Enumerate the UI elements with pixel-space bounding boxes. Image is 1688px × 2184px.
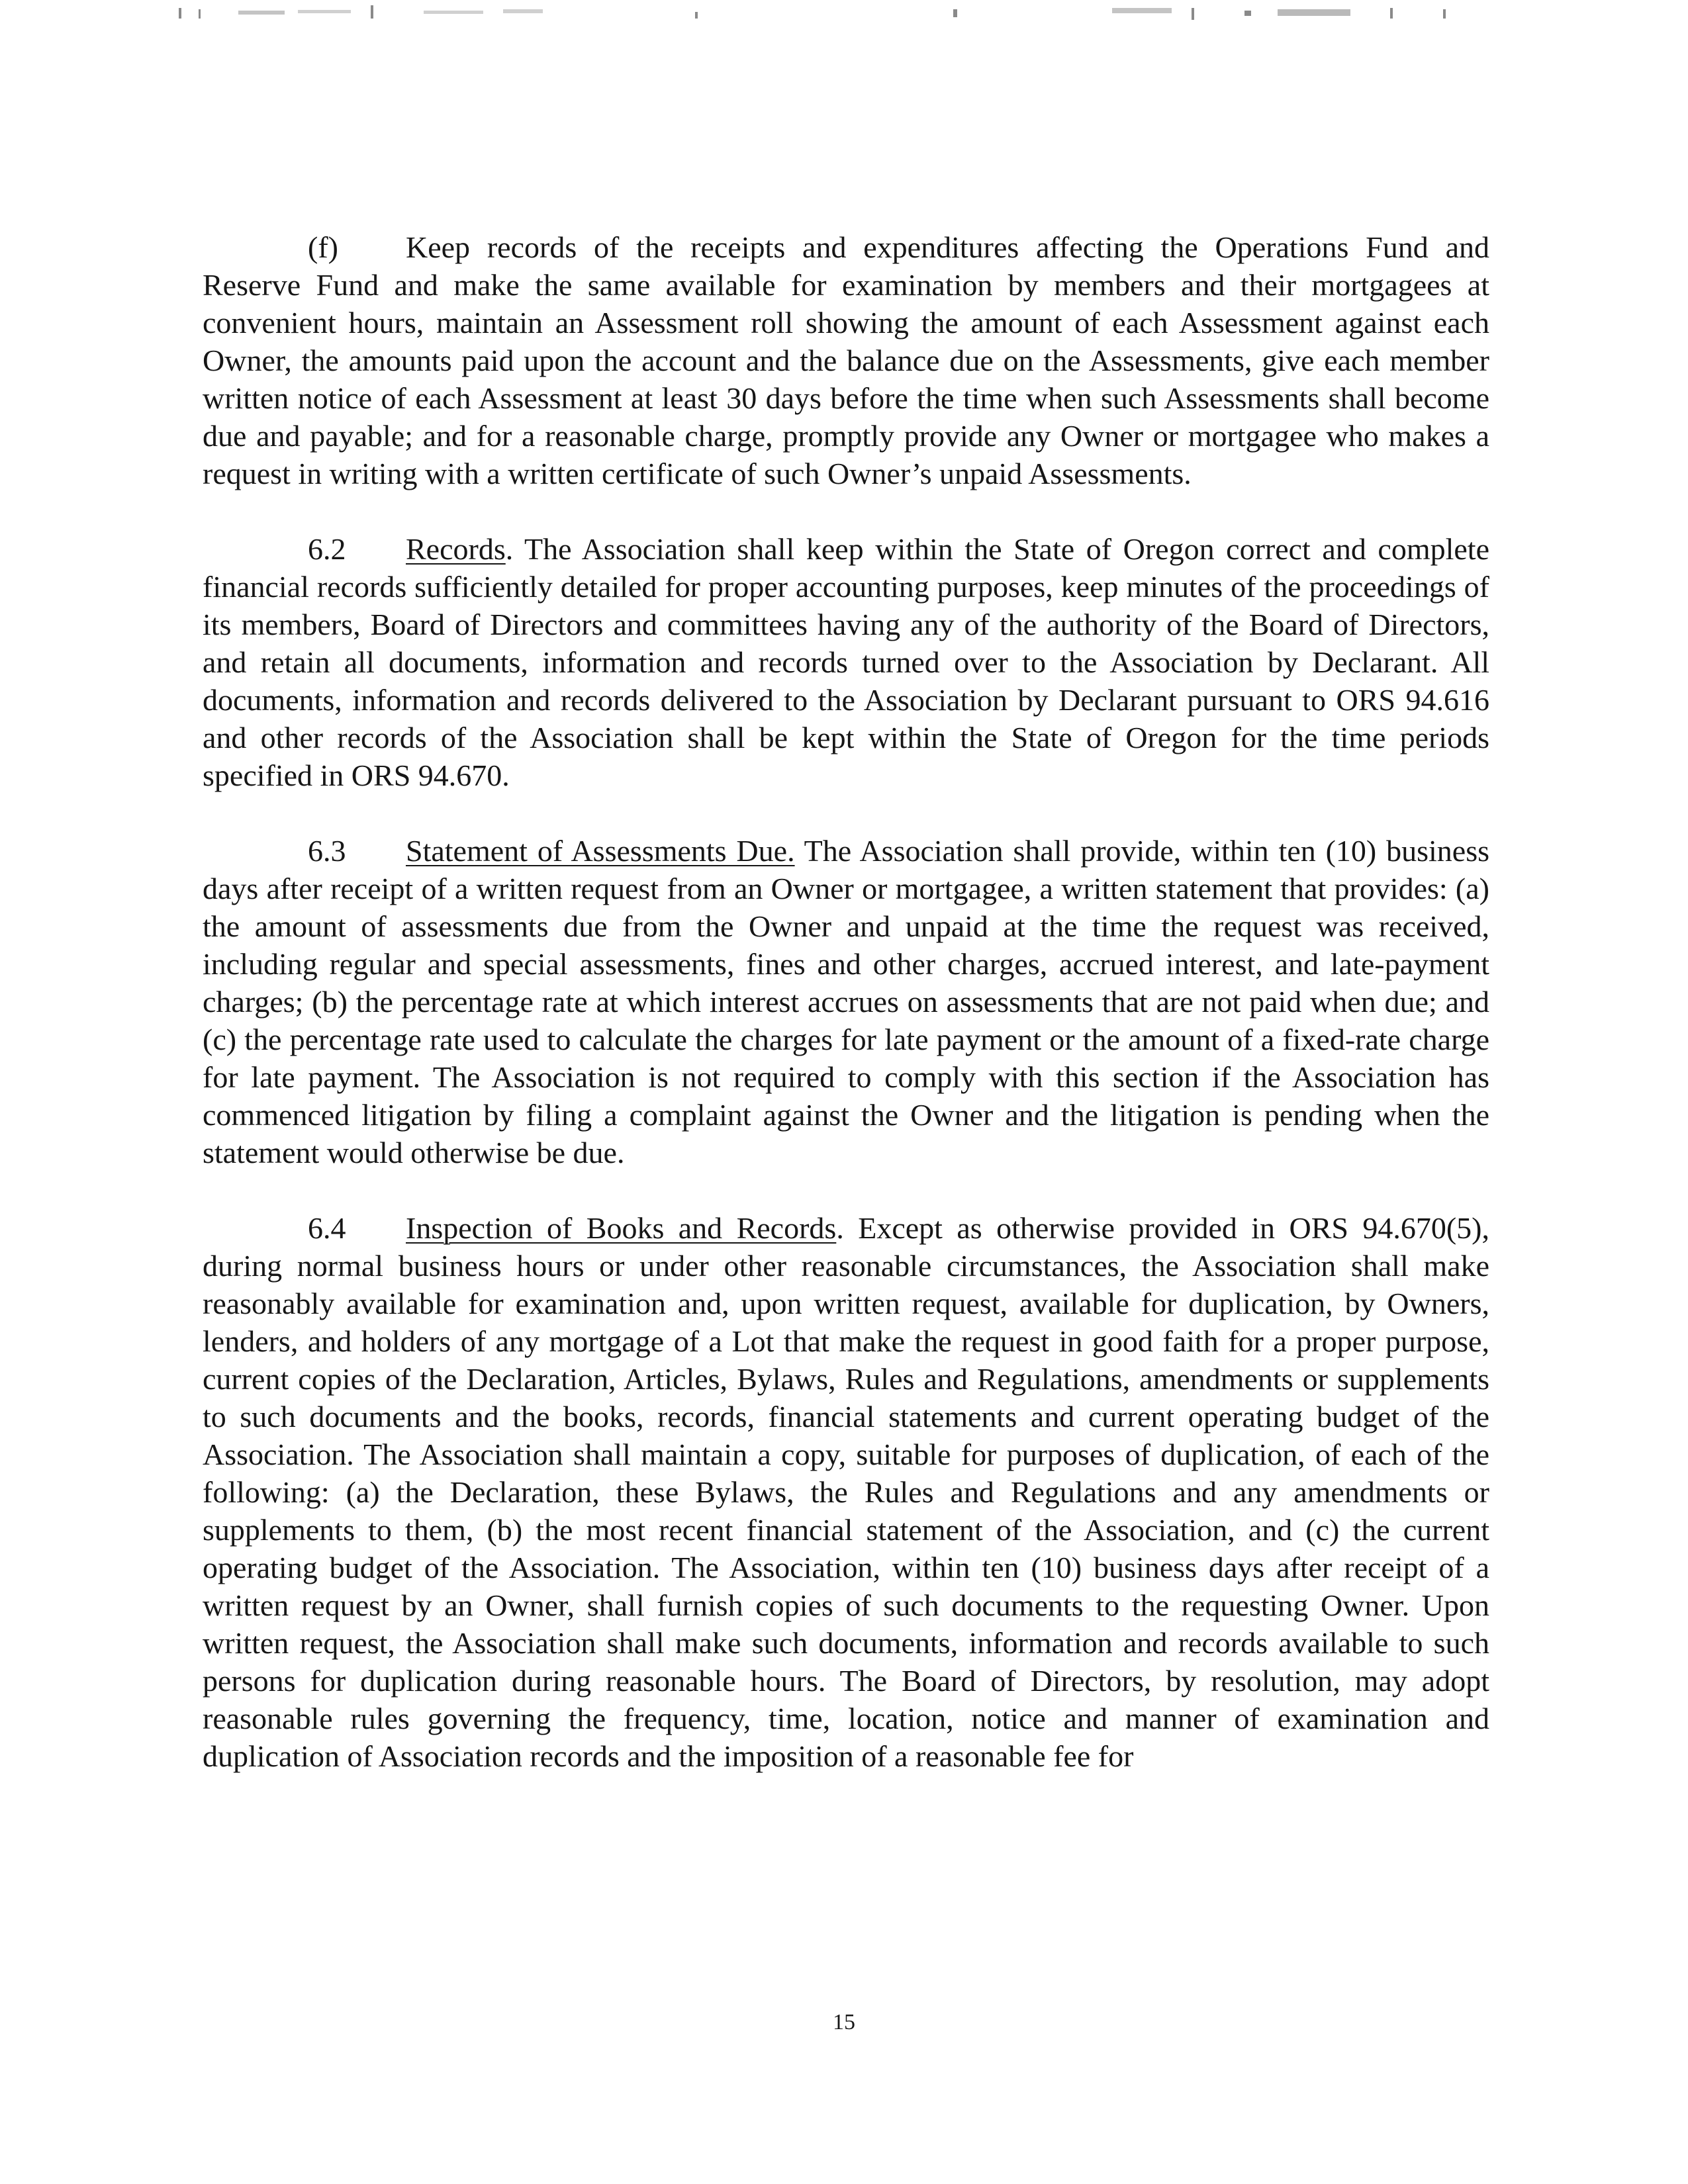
page-number: 15 — [833, 2010, 855, 2034]
section-6-2-records — [203, 530, 1489, 794]
section-6-3-statement-of-assessments — [203, 832, 1489, 1171]
heading-suffix: . — [836, 1211, 844, 1245]
section-number: 6.4 — [308, 1211, 346, 1245]
section-number: 6.2 — [308, 532, 346, 566]
heading-suffix: . — [505, 532, 514, 566]
section-heading: Inspection of Books and Records — [406, 1211, 837, 1245]
scan-artifact-strip — [0, 0, 1688, 26]
section-number: 6.3 — [308, 834, 346, 868]
section-number: (f) — [308, 230, 338, 264]
section-text: Keep records of the receipts and expenditures affecting the Operations Fund and Reserve Fund and make the same available for examination by members and their mortgagees at convenient hours, maintain an Assessment roll showing the amount of each Assessment against each Owner, the amounts paid upon the account and the balance due on the Assessments, give each member written notice of each Assessment at least 30 days before the time when such Assessments shall become due and payable; and for a reasonable charge, promptly provide any Owner or mortgagee who makes a request in writing with a written certificate of such Owner’s unpaid Assessments. — [203, 230, 1489, 490]
section-heading: Records — [406, 532, 506, 566]
section-6-4-inspection — [203, 1209, 1489, 1775]
document-body — [203, 228, 1489, 1813]
subsection-f — [203, 228, 1489, 492]
section-heading: Statement of Assessments Due. — [406, 834, 795, 868]
section-text: The Association shall provide, within ten (10) business days after receipt of a written request from an Owner or mortgagee, a written statement that provides: (a) the amount of assessments due from the Owner and unpaid at the time the request was received, including regular and special assessments, fines and other charges, accrued interest, and late-payment charges; (b) the percentage rate at which interest accrues on assessments that are not paid when due; and (c) the percentage rate used to calculate the charges for late payment or the amount of a fixed-rate charge for late payment. The Association is not required to comply with this section if the Association has commenced litigation by filing a complaint against the Owner and the litigation is pending when the statement would otherwise be due. — [203, 834, 1489, 1169]
section-text: The Association shall keep within the State of Oregon correct and complete financial records sufficiently detailed for proper accounting purposes, keep minutes of the proceedings of its members, Board of Directors and committees having any of the authority of the Board of Directors, and retain all documents, information and records turned over to the Association by Declarant. All documents, information and records delivered to the Association by Declarant pursuant to ORS 94.616 and other records of the Association shall be kept within the State of Oregon for the time periods specified in ORS 94.670. — [203, 532, 1490, 792]
section-text: Except as otherwise provided in ORS 94.670(5), during normal business hours or under other reasonable circumstances, the Association shall make reasonably available for examination and, upon written request, available for duplication, by Owners, lenders, and holders of any mortgage of a Lot that make the request in good faith for a proper purpose, current copies of the Declaration, Articles, Bylaws, Rules and Regulations, amendments or supplements to such documents and the books, records, financial statements and current operating budget of the Association. The Association shall maintain a copy, suitable for purposes of duplication, of each of the following: (a) the Declaration, these Bylaws, the Rules and Regulations and any amendments or supplements to them, (b) the most recent financial statement of the Association, and (c) the current operating budget of the Association. The Association, within ten (10) business days after receipt of a written request by an Owner, shall furnish copies of such documents to the requesting Owner. Upon written request, the Association shall make such documents, information and records available to such persons for duplication during reasonable hours. The Board of Directors, by resolution, may adopt reasonable rules governing the frequency, time, location, notice and manner of examination and duplication of Association records and the imposition of a reasonable fee for — [203, 1211, 1490, 1773]
